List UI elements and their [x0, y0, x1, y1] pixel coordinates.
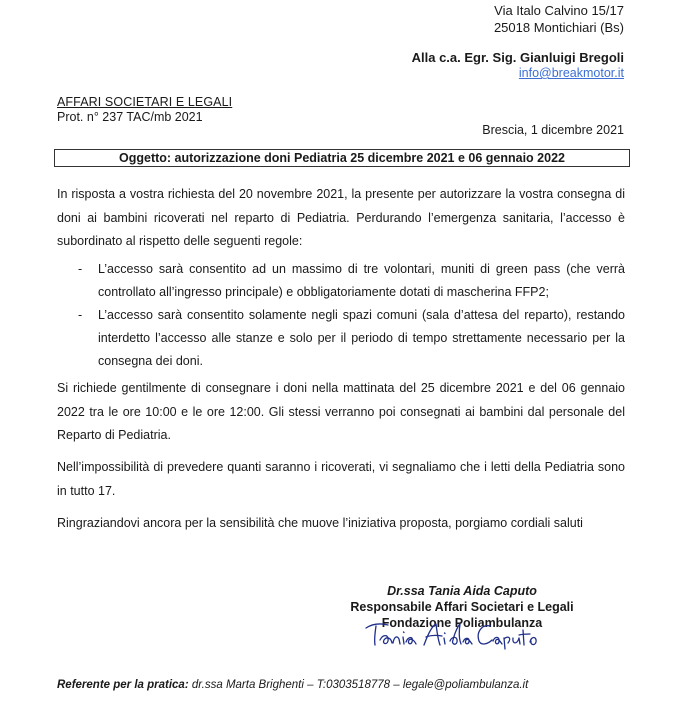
- subject-line: Oggetto: autorizzazione doni Pediatria 25 dicembre 2021 e 06 gennaio 2022: [54, 149, 630, 167]
- delivery-paragraph: Si richiede gentilmente di consegnare i doni nella mattinata del 25 dicembre 2021 e del 06 gennaio 2022 tra le ore 10:00 e le ore 12:00. Gli stessi verranno poi consegnati ai bambini dal personale del Reparto di Pediatria.: [57, 381, 625, 442]
- list-item: [57, 304, 625, 373]
- bullet-dash: -: [78, 308, 83, 322]
- department-heading: AFFARI SOCIETARI E LEGALI: [57, 95, 233, 109]
- referent-label: Referente per la pratica:: [57, 679, 189, 691]
- handwritten-signature: [362, 616, 542, 650]
- case-referent: [57, 679, 528, 691]
- sender-city: 25018 Montichiari (Bs): [493, 20, 624, 35]
- rule-text: L’accesso sarà consentito solamente negli spazi comuni (sala d’attesa del reparto), restando interdetto l’accesso alle stanze e solo per il periodo di tempo strettamente necessario per la consegna dei doni.: [98, 308, 625, 368]
- intro-paragraph: In risposta a vostra richiesta del 20 novembre 2021, la presente per autorizzare la vostra consegna di doni ai bambini ricoverati nel reparto di Pediatria. Perdurando l’emergenza sanitaria, l’accesso è subordinato al rispetto delle seguenti regole:: [57, 187, 625, 248]
- closing-paragraph: Ringraziandovi ancora per la sensibilità che muove l’iniziativa proposta, porgiamo cordiali saluti: [57, 516, 583, 530]
- list-item: [57, 258, 625, 304]
- recipient-email-link[interactable]: info@breakmotor.it: [518, 66, 624, 80]
- rule-text: L’accesso sarà consentito ad un massimo di tre volontari, muniti di green pass (che verrà controllato all’ingresso principale) e obbligatoriamente dotati di mascherina FFP2;: [98, 262, 625, 299]
- letter-date: Brescia, 1 dicembre 2021: [482, 123, 624, 137]
- signer-name: Dr.ssa Tania Aida Caputo: [387, 584, 537, 598]
- referent-details: dr.ssa Marta Brighenti – T:0303518778 – legale@poliambulanza.it: [188, 679, 529, 691]
- recipient-attention: Alla c.a. Egr. Sig. Gianluigi Bregoli: [411, 50, 624, 65]
- sender-street: Via Italo Calvino 15/17: [494, 3, 624, 18]
- signer-organization: Fondazione Poliambulanza: [381, 616, 543, 630]
- signer-role: Responsabile Affari Societari e Legali: [350, 600, 574, 614]
- rules-list: [57, 258, 625, 373]
- beds-paragraph: Nell’impossibilità di prevedere quanti saranno i ricoverati, vi segnaliamo che i letti della Pediatria sono in tutto 17.: [57, 460, 625, 498]
- bullet-dash: -: [78, 262, 83, 276]
- protocol-number: Prot. n° 237 TAC/mb 2021: [57, 110, 203, 124]
